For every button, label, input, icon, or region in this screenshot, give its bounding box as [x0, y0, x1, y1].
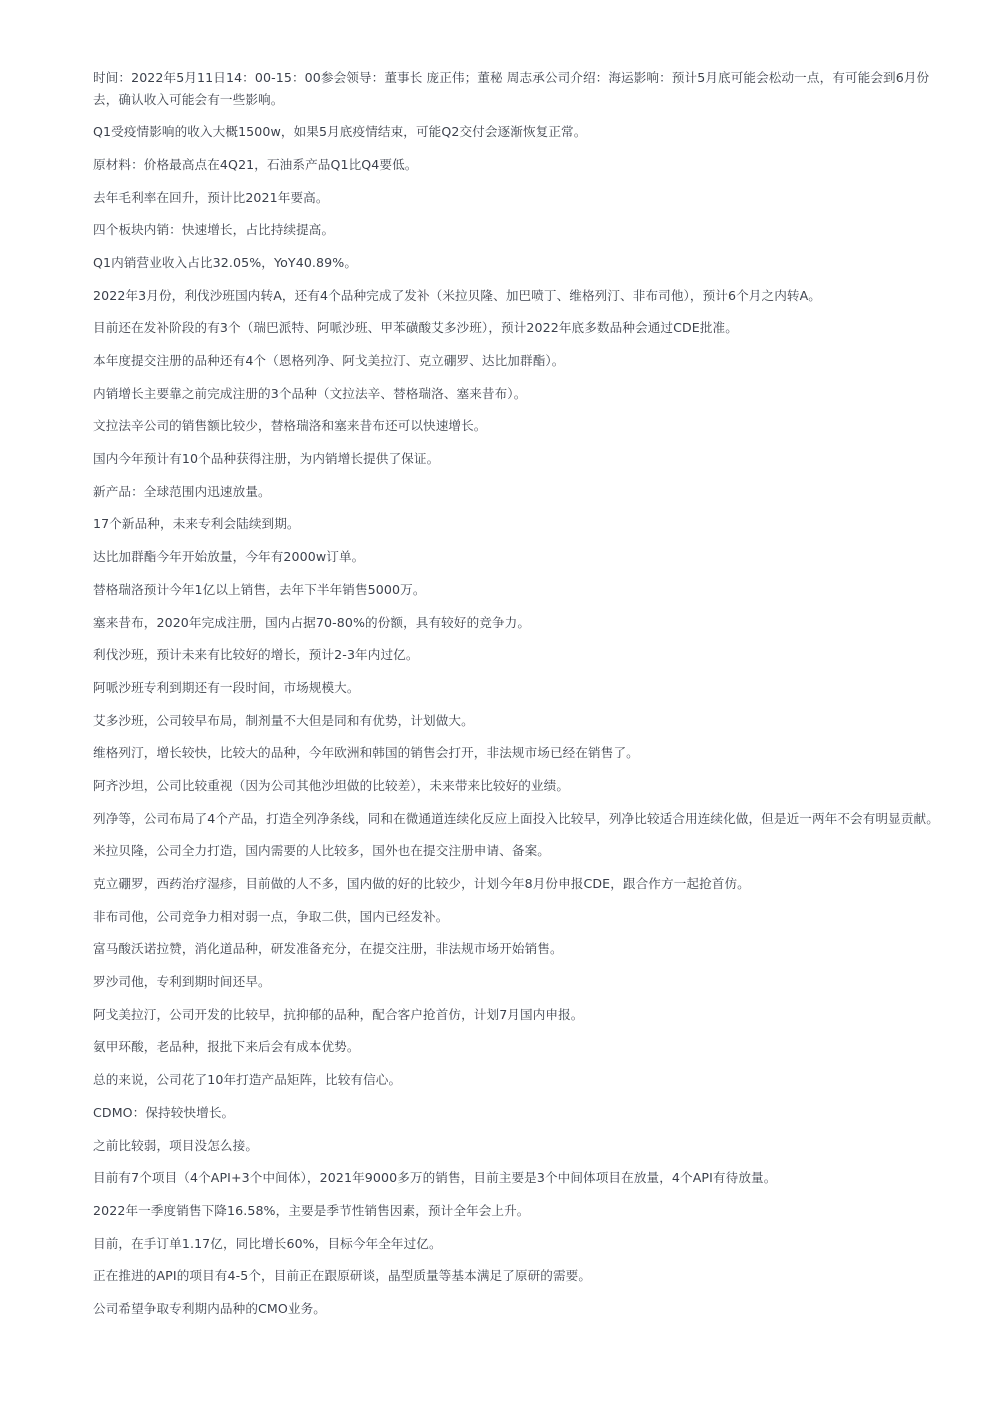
- paragraph: 2022年3月份，利伐沙班国内转A，还有4个品种完成了发补（米拉贝隆、加巴喷丁、维格列汀、非布司他），预计6个月之内转A。: [93, 287, 821, 303]
- paragraph: 内销增长主要靠之前完成注册的3个品种（文拉法辛、替格瑞洛、塞来昔布）。: [93, 385, 527, 401]
- paragraph: 新产品：全球范围内迅速放量。: [93, 483, 271, 499]
- paragraph: 去年毛利率在回升，预计比2021年要高。: [93, 189, 329, 205]
- paragraph: 罗沙司他，专利到期时间还早。: [93, 974, 271, 990]
- paragraph: 目前有7个项目（4个API+3个中间体），2021年9000多万的销售，目前主要是3个中间体项目在放量，4个API有待放量。: [93, 1170, 777, 1186]
- paragraph: 富马酸沃诺拉赞，消化道品种，研发准备充分，在提交注册，非法规市场开始销售。: [93, 941, 563, 957]
- paragraph: 氨甲环酸，老品种，报批下来后会有成本优势。: [93, 1039, 360, 1055]
- paragraph: 维格列汀，增长较快，比较大的品种，今年欧洲和韩国的销售会打开，非法规市场已经在销售了。: [93, 745, 639, 761]
- paragraph: 列净等，公司布局了4个产品，打造全列净条线，同和在微通道连续化反应上面投入比较早，列净比较适合用连续化做，但是近一两年不会有明显贡献。: [93, 810, 939, 826]
- paragraph: 目前，在手订单1.17亿，同比增长60%，目标今年全年过亿。: [93, 1235, 442, 1251]
- paragraph: CDMO：保持较快增长。: [93, 1104, 235, 1120]
- paragraph: 本年度提交注册的品种还有4个（恩格列净、阿戈美拉汀、克立硼罗、达比加群酯）。: [93, 353, 565, 368]
- paragraph: 四个板块内销：快速增长，占比持续提高。: [93, 222, 335, 238]
- paragraph: 时间：2022年5月11日14：00-15：00参会领导：董事长 庞正伟；董秘 周志承公司介绍：海运影响：预计5月底可能会松动一点，有可能会到6月份去，确认收入可能会有一些影响。: [93, 70, 930, 107]
- paragraph: 达比加群酯今年开始放量，今年有2000w订单。: [93, 549, 365, 565]
- paragraph: Q1内销营业收入占比32.05%，YoY40.89%。: [93, 254, 358, 270]
- paragraph: 目前还在发补阶段的有3个（瑞巴派特、阿哌沙班、甲苯磺酸艾多沙班），预计2022年底多数品种会通过CDE批准。: [93, 320, 738, 336]
- paragraph: 克立硼罗，西药治疗湿疹，目前做的人不多，国内做的好的比较少，计划今年8月份申报CDE，跟合作方一起抢首仿。: [93, 876, 750, 891]
- paragraph: Q1受疫情影响的收入大概1500w，如果5月底疫情结束，可能Q2交付会逐渐恢复正常。: [93, 124, 587, 140]
- paragraph: 非布司他，公司竞争力相对弱一点，争取二供，国内已经发补。: [93, 908, 449, 924]
- paragraph: 原材料：价格最高点在4Q21，石油系产品Q1比Q4要低。: [93, 156, 418, 172]
- paragraph: 艾多沙班，公司较早布局，制剂量不大但是同和有优势，计划做大。: [93, 712, 474, 728]
- paragraph: 替格瑞洛预计今年1亿以上销售，去年下半年销售5000万。: [93, 581, 426, 597]
- paragraph: 2022年一季度销售下降16.58%，主要是季节性销售因素，预计全年会上升。: [93, 1202, 530, 1218]
- document-body: [93, 67, 943, 1331]
- paragraph: 阿齐沙坦，公司比较重视（因为公司其他沙坦做的比较差），未来带来比较好的业绩。: [93, 777, 570, 793]
- paragraph: 利伐沙班，预计未来有比较好的增长，预计2-3年内过亿。: [93, 647, 419, 663]
- paragraph: 阿戈美拉汀，公司开发的比较早，抗抑郁的品种，配合客户抢首仿，计划7月国内申报。: [93, 1006, 584, 1022]
- paragraph: 正在推进的API的项目有4-5个，目前正在跟原研谈，晶型质量等基本满足了原研的需要。: [93, 1268, 592, 1284]
- paragraph: 公司希望争取专利期内品种的CMO业务。: [93, 1300, 326, 1316]
- paragraph: 文拉法辛公司的销售额比较少，替格瑞洛和塞来昔布还可以快速增长。: [93, 418, 487, 434]
- paragraph: 17个新品种，未来专利会陆续到期。: [93, 516, 300, 532]
- paragraph: 之前比较弱，项目没怎么接。: [93, 1137, 259, 1153]
- paragraph: 阿哌沙班专利到期还有一段时间，市场规模大。: [93, 679, 360, 695]
- paragraph: 总的来说，公司花了10年打造产品矩阵，比较有信心。: [93, 1072, 402, 1088]
- paragraph: 米拉贝隆，公司全力打造，国内需要的人比较多，国外也在提交注册申请、备案。: [93, 843, 550, 859]
- paragraph: 国内今年预计有10个品种获得注册，为内销增长提供了保证。: [93, 451, 440, 467]
- paragraph: 塞来昔布，2020年完成注册，国内占据70-80%的份额，具有较好的竞争力。: [93, 614, 531, 630]
